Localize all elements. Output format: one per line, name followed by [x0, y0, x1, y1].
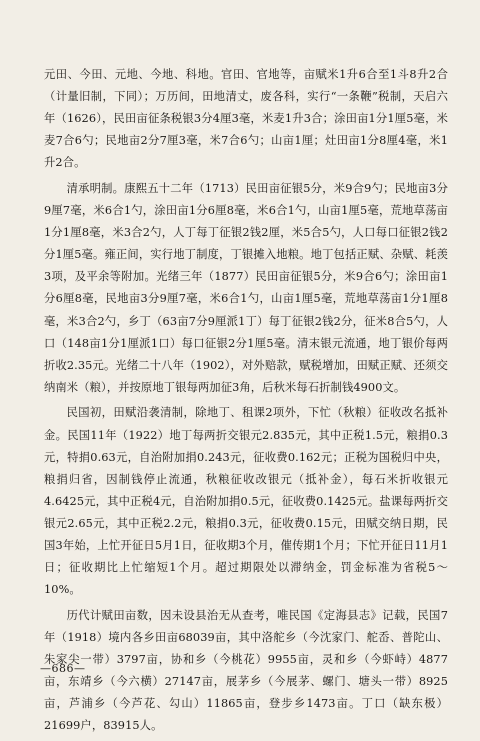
- page-number: —686—: [40, 662, 86, 675]
- body-text: [44, 64, 448, 741]
- paragraph-1: 元田、今田、元地、今地、科地。官田、官地等，亩赋米1升6合至1斗8升2合（计量旧制，下同）；万历间，田地清丈，废各科，实行“一条鞭”税制，天启六年（1626），民田亩征条税银3分4厘3毫，米麦1升3合；涂田亩1分1厘5毫，米麦7合6勺；民地亩2分7厘3毫，米7合6勺；山亩1厘；灶田亩1分8厘4毫，米1升2合。: [44, 68, 448, 170]
- paragraph-2: 清承明制。康熙五十二年（1713）民田亩征银5分，米9合9勺；民地亩3分9厘7毫，米6合1勺，涂田亩1分6厘8毫，米6合1勺，山亩1厘5毫，荒地草荡亩1分1厘8毫，米3合2勺，人丁每丁征银2钱2厘，米5合5勺，人口每口征银2钱2分1厘5毫。雍正间，实行地丁制度，丁银摊入地粮。地丁包括正赋、杂赋、耗羡3项，及平余等附加。光绪三年（1877）民田亩征银5分，米9合6勺；涂田亩1分6厘8毫，民地亩3分9厘7毫，米6合1勺，山亩1厘5毫，荒地草荡亩1分1厘8毫，米3合2勺，乡丁（63亩7分9厘派1丁）每丁征银2钱2分，征米8合5勺，人口（148亩1分1厘派1口）每口征银2分1厘5毫。清末银元流通，地丁银价每两折收2.35元。光绪二十八年（1902），对外赔款，赋税增加，田赋正赋、还须交纳南米（粮），并按原地丁银每两加征3角，后秋米每石折制钱4900文。: [44, 181, 448, 394]
- paragraph-3: 民国初，田赋沿袭清制，除地丁、租课2项外，下忙（秋粮）征收改名抵补金。民国11年（1922）地丁每两折交银元2.835元，其中正税1.5元，粮捐0.3元，特捐0.63元，自治附加捐0.243元，征收费0.162元；正税为国税归中央，粮捐归省，因制钱停止流通，秋粮征收改银元（抵补金），每石米折收银元4.6425元，其中正税4元，自治附加捐0.5元，征收费0.1425元。盐课每两折交银元2.65元，其中正税2.2元，粮捐0.3元，征收费0.15元，田赋交纳日期，民国3年始，上忙开征日5月1日，征收期3个月，催传期1个月；下忙开征日11月1日；征收期比上忙缩短1个月。超过期限处以滞纳金，罚金标准为省税5～10%。: [44, 406, 448, 597]
- paragraph-4: 历代计赋田亩数，因未设县治无从查考，唯民国《定海县志》记载，民国7年（1918）境内各乡田亩68039亩，其中洛舵乡（今沈家门、舵岙、普陀山、朱家尖一带）3797亩，协和乡（今桃花）9955亩，灵和乡（今虾峙）4877亩，东靖乡（今六横）27147亩，展茅乡（今展茅、螺门、塘头一带）8925亩，芦浦乡（今芦花、勾山）11865亩，登步乡1473亩。丁口（缺东极）21699户，83915人。: [44, 608, 448, 733]
